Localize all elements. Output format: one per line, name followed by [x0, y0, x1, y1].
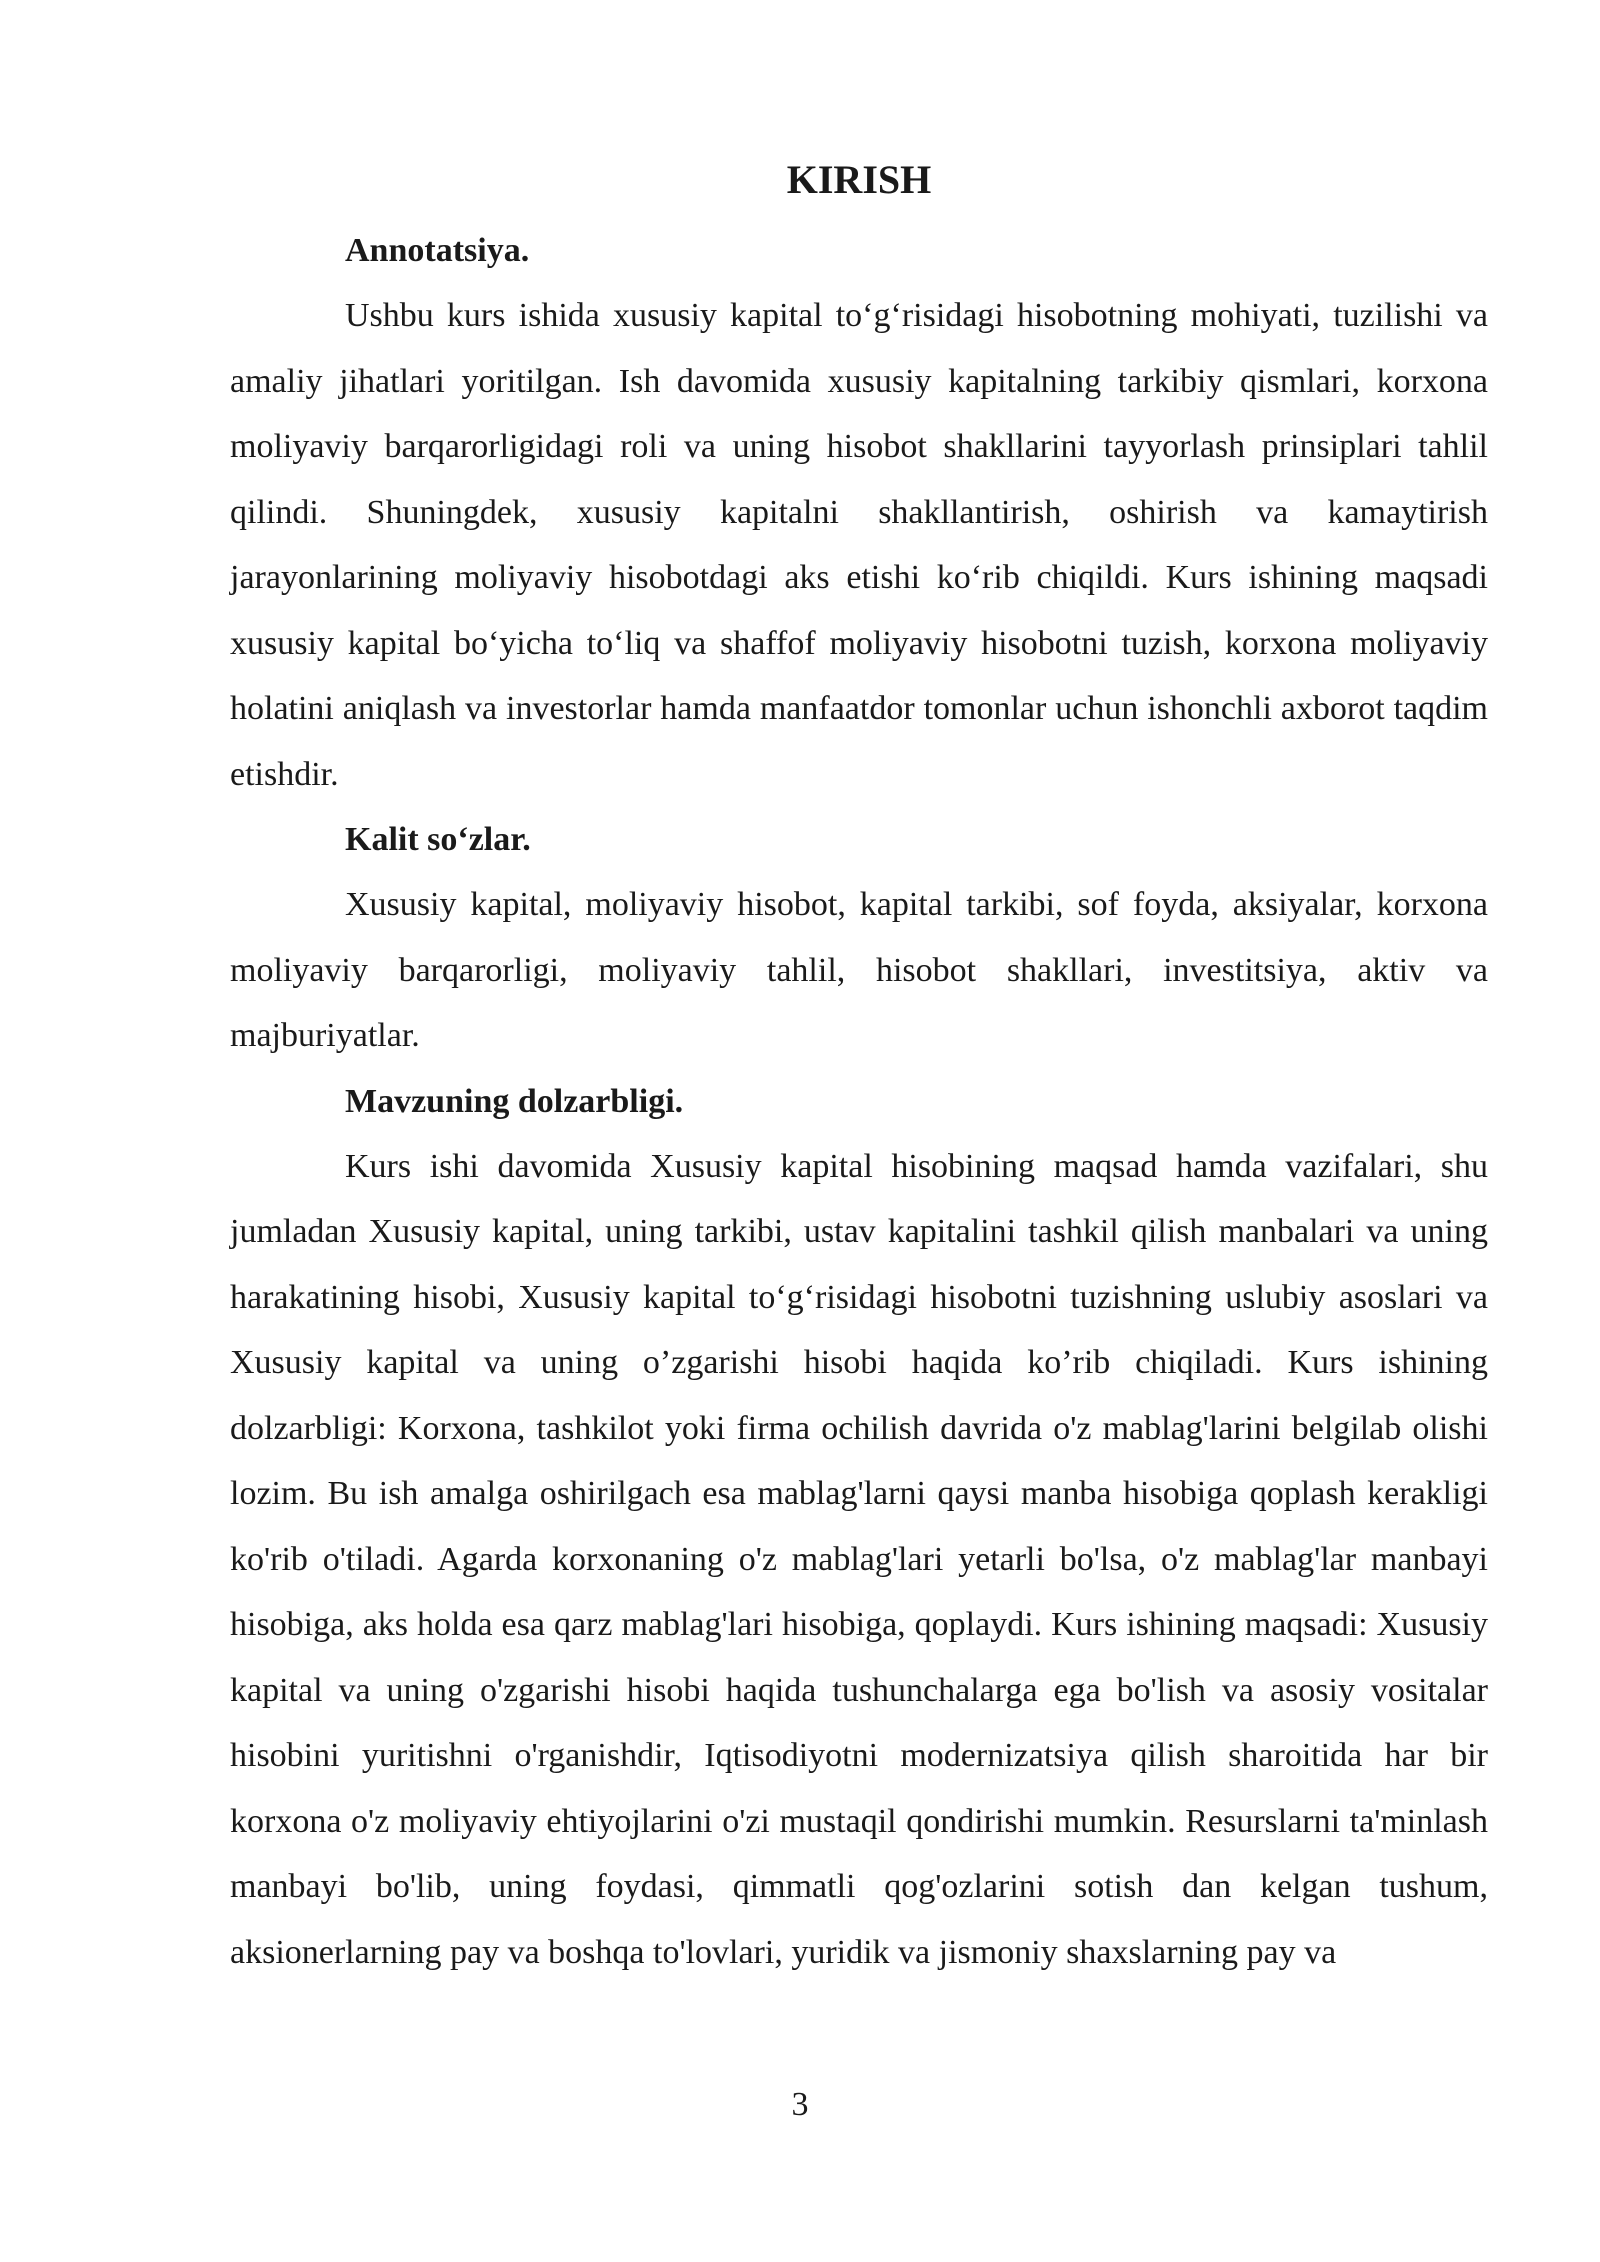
section-heading: Kalit so‘zlar. [345, 821, 531, 858]
section-keywords [230, 807, 1488, 1069]
section-annotation [230, 218, 1488, 807]
section-paragraph: Kurs ishi davomida Xususiy kapital hisobining maqsad hamda vazifalari, shu jumladan Xususiy kapital, uning tarkibi, ustav kapitalini tashkil qilish manbalari va uning harakatining hisobi, Xususiy kapital to‘g‘risidagi hisobotni tuzishning uslubiy asoslari va Xususiy kapital va uning o’zgarishi hisobi haqida ko’rib chiqiladi. Kurs ishining dolzarbligi: Korxona, tashkilot yoki firma ochilish davrida o'z mablag'larini belgilab olishi lozim. Bu ish amalga oshirilgach esa mablag'larni qaysi manba hisobiga qoplash kerakligi ko'rib o'tiladi. Agarda korxonaning o'z mablag'lari yetarli bo'lsa, o'z mablag'lar manbayi hisobiga, aks holda esa qarz mablag'lari hisobiga, qoplaydi. Kurs ishining maqsadi: Xususiy kapital va uning o'zgarishi hisobi haqida tushunchalarga ega bo'lish va asosiy vositalar hisobini yuritishni o'rganishdir, Iqtisodiyotni modernizatsiya qilish sharoitida har bir korxona o'z moliyaviy ehtiyojlarini o'zi mustaqil qondirishi mumkin. Resurslarni ta'minlash manbayi bo'lib, uning foydasi, qimmatli qog'ozlarini sotish dan kelgan tushum, aksionerlarning pay va boshqa to'lovlari, yuridik va jismoniy shaxslarning pay va [230, 1147, 1488, 1971]
section-heading: Mavzuning dolzarbligi. [345, 1082, 684, 1120]
section-relevance [230, 1069, 1488, 1986]
page-content [230, 150, 1488, 1985]
page-title: KIRISH [786, 157, 932, 202]
section-paragraph: Ushbu kurs ishida xususiy kapital to‘g‘risidagi hisobotning mohiyati, tuzilishi va amaliy jihatlari yoritilgan. Ish davomida xususiy kapitalning tarkibiy qismlari, korxona moliyaviy barqarorligidagi roli va uning hisobot shakllarini tayyorlash prinsiplari tahlil qilindi. Shuningdek, xususiy kapitalni shakllantirish, oshirish va kamaytirish jarayonlarining moliyaviy hisobotdagi aks etishi ko‘rib chiqildi. Kurs ishining maqsadi xususiy kapital bo‘yicha to‘liq va shaffof moliyaviy hisobotni tuzish, korxona moliyaviy holatini aniqlash va investorlar hamda manfaatdor tomonlar uchun ishonchli axborot taqdim etishdir. [230, 297, 1488, 793]
section-paragraph: Xususiy kapital, moliyaviy hisobot, kapital tarkibi, sof foyda, aksiyalar, korxona moliyaviy barqarorligi, moliyaviy tahlil, hisobot shakllari, investitsiya, aktiv va majburiyatlar. [230, 886, 1488, 1054]
page-number: 3 [791, 2086, 809, 2123]
section-heading: Annotatsiya. [345, 232, 530, 269]
